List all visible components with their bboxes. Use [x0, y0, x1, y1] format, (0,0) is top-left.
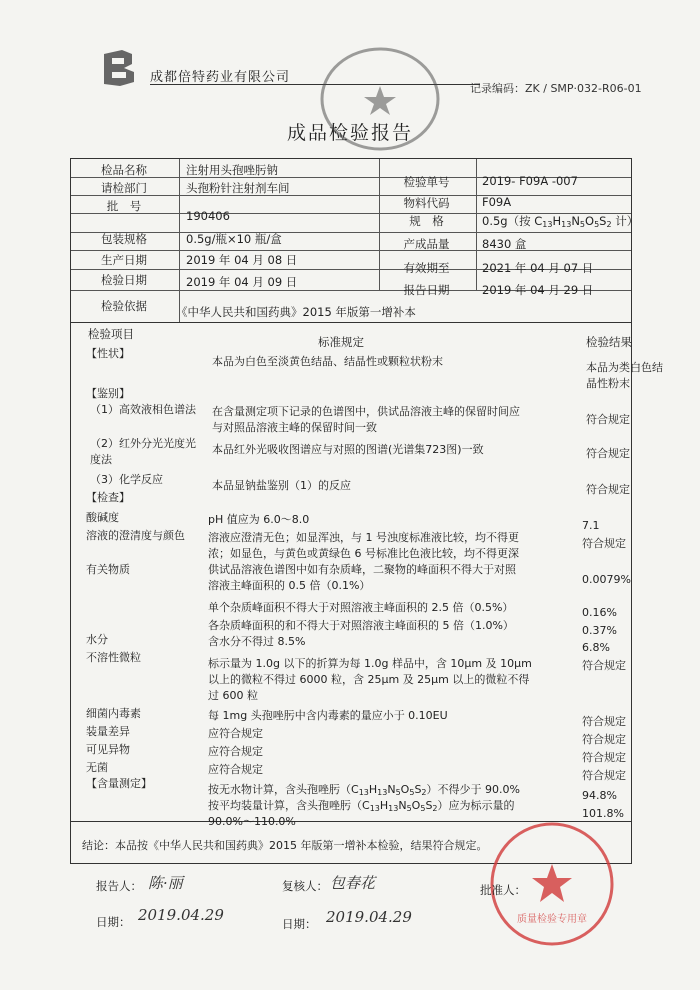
- reporter-date-label: 日期：: [96, 915, 131, 929]
- particles-standard-2: 以上的微粒不得过 6000 粒，含 25μm 及 25μm 以上的微粒不得: [208, 673, 530, 686]
- assay-standard-2: 按平均装量计算，含头孢唑肟$(C_{13}H_{13}N_5O_5S_2)$应为标示量的: [208, 799, 515, 813]
- total-impurity-standard: 各杂质峰面积的和不得大于对照溶液主峰面积的 5 倍（1.0%）: [208, 619, 514, 632]
- hplc-standard-2: 与对照品溶液主峰的保留时间一致: [212, 421, 377, 434]
- document-title: 成品检验报告: [286, 122, 413, 144]
- endotoxin-item: 细菌内毒素: [86, 707, 141, 720]
- visible-particles-standard: 应符合规定: [208, 745, 263, 758]
- water-result: 6.8%: [582, 641, 610, 654]
- ph-standard: pH 值应为 6.0～8.0: [208, 513, 310, 526]
- particles-result: 符合规定: [582, 659, 626, 672]
- basis-label: 检验依据: [101, 299, 147, 313]
- basis: 《中华人民共和国药典》2015 年版第一增补本: [176, 305, 416, 319]
- section-appearance: 【性状】: [86, 347, 130, 360]
- single-impurity-result: 0.16%: [582, 606, 617, 619]
- quality-seal-text: 质量检验专用章: [517, 914, 587, 925]
- particles-item: 不溶性微粒: [86, 651, 141, 664]
- appearance-result-2: 晶性粉末: [586, 377, 630, 390]
- appearance-standard: 本品为白色至淡黄色结晶、结晶性或颗粒状粉末: [212, 355, 443, 368]
- ir-item-2: 度法: [90, 453, 112, 466]
- test-date-label: 检验日期: [101, 273, 147, 287]
- reporter-date: 2019.04.29: [138, 906, 224, 924]
- hplc-result: 符合规定: [586, 413, 630, 426]
- package-spec-label: 包装规格: [101, 232, 147, 246]
- production-date-label: 生产日期: [101, 253, 147, 267]
- endotoxin-standard: 每 1mg 头孢唑肟中含内毒素的量应小于 0.10EU: [208, 709, 448, 722]
- appearance-result-1: 本品为类白色结: [586, 361, 663, 374]
- expiry-date: 2021 年 04 月 07 日: [482, 261, 594, 275]
- clarity-standard-1: 溶液应澄清无色；如显浑浊，与 1 号浊度标准液比较，均不得更: [208, 531, 519, 544]
- ph-result: 7.1: [582, 519, 600, 532]
- impurities-item: 有关物质: [86, 563, 130, 576]
- clarity-standard-2: 浓；如显色，与黄色或黄绿色 6 号标准比色液比较，均不得更深: [208, 547, 519, 560]
- hplc-item: （1）高效液相色谱法: [90, 403, 196, 416]
- quantity-label: 产成品量: [403, 237, 450, 251]
- single-impurity-standard: 单个杂质峰面积不得大于对照溶液主峰面积的 2.5 倍（0.5%）: [208, 601, 514, 614]
- company-name: 成都倍特药业有限公司: [150, 70, 291, 85]
- material-code: F09A: [482, 195, 512, 209]
- reviewer-label: 复核人：: [282, 879, 328, 893]
- conclusion: 结论：本品按《中华人民共和国药典》2015 年版第一增补本检验，结果符合规定。: [82, 839, 488, 852]
- section-tests: 【检查】: [86, 491, 130, 504]
- assay-result-1: 94.8%: [582, 789, 617, 802]
- report-number-label: 检验单号: [403, 175, 450, 189]
- particles-standard-1: 标示量为 1.0g 以下的折算为每 1.0g 样品中，含 10μm 及 10μm: [208, 657, 532, 670]
- fill-variation-standard: 应符合规定: [208, 727, 263, 740]
- visible-particles-result: 符合规定: [582, 751, 626, 764]
- company-seal-top: [318, 44, 442, 154]
- product-name: 注射用头孢唑肟钠: [186, 163, 278, 177]
- test-date: 2019 年 04 月 09 日: [186, 275, 298, 289]
- expiry-label: 有效期至: [403, 261, 450, 275]
- batch-label: 批 号: [106, 199, 142, 213]
- department-label: 请检部门: [101, 181, 147, 195]
- reviewer-date: 2019.04.29: [326, 908, 412, 926]
- production-date: 2019 年 04 月 08 日: [186, 253, 298, 267]
- particles-standard-3: 过 600 粒: [208, 689, 258, 702]
- assay-standard-1: 按无水物计算，含头孢唑肟$(C_{13}H_{13}N_5O_5S_2)$不得少于 90.0%: [208, 783, 520, 797]
- section-assay: 【含量测定】: [86, 777, 152, 790]
- endotoxin-result: 符合规定: [582, 715, 626, 728]
- sterility-standard: 应符合规定: [208, 763, 263, 776]
- assay-standard-3: 90.0%～110.0%: [208, 815, 296, 828]
- chemical-result: 符合规定: [586, 483, 630, 496]
- spec-value: 0.5g（按 $C_{13}H_{13}N_5O_5S_2$ 计）: [482, 214, 639, 229]
- impurities-result: 0.0079%: [582, 573, 631, 586]
- reporter-label: 报告人：: [96, 879, 142, 893]
- visible-particles-item: 可见异物: [86, 743, 130, 756]
- fill-variation-result: 符合规定: [582, 733, 626, 746]
- ph-item: 酸碱度: [86, 511, 119, 524]
- impurities-standard-1: 供试品溶液色谱图中如有杂质峰，二聚物的峰面积不得大于对照: [208, 563, 516, 576]
- ir-result: 符合规定: [586, 447, 630, 460]
- company-logo: [102, 48, 140, 88]
- section-identification: 【鉴别】: [86, 387, 130, 400]
- reporter-signature: 陈·丽: [148, 874, 183, 892]
- sterility-result: 符合规定: [582, 769, 626, 782]
- water-item: 水分: [86, 633, 108, 646]
- report-number: 2019- F09A -007: [482, 174, 578, 188]
- product-name-label: 检品名称: [101, 163, 147, 177]
- chemical-standard: 本品显钠盐鉴别（1）的反应: [212, 479, 351, 492]
- reviewer-signature: 包春花: [330, 874, 376, 892]
- ir-item-1: （2）红外分光光度光: [90, 437, 196, 450]
- hplc-standard-1: 在含量测定项下记录的色谱图中，供试品溶液主峰的保留时间应: [212, 405, 520, 418]
- column-item: 检验项目: [88, 327, 134, 341]
- report-date-label: 报告日期: [403, 283, 450, 297]
- spec-label: 规 格: [409, 214, 444, 228]
- approver-label: 批准人：: [480, 883, 526, 897]
- reviewer-date-label: 日期：: [282, 917, 317, 931]
- record-number: 记录编码：ZK / SMP·032-R06-01: [470, 82, 642, 95]
- package-spec: 0.5g/瓶×10 瓶/盒: [186, 232, 282, 246]
- impurities-standard-2: 溶液主峰面积的 0.5 倍（0.1%）: [208, 579, 371, 592]
- department: 头孢粉针注射剂车间: [186, 181, 290, 195]
- chemical-item: （3）化学反应: [90, 473, 163, 486]
- ir-standard: 本品红外光吸收图谱应与对照的图谱(光谱集723图)一致: [212, 443, 484, 456]
- total-impurity-result: 0.37%: [582, 624, 617, 637]
- batch-number: 190406: [186, 209, 230, 223]
- water-standard: 含水分不得过 8.5%: [208, 635, 306, 648]
- clarity-item: 溶液的澄清度与颜色: [86, 529, 185, 542]
- clarity-result: 符合规定: [582, 537, 626, 550]
- material-code-label: 物料代码: [403, 196, 450, 210]
- column-result: 检验结果: [586, 335, 632, 349]
- quantity: 8430 盒: [482, 237, 527, 251]
- report-date: 2019 年 04 月 29 日: [482, 283, 594, 297]
- sterility-item: 无菌: [86, 761, 108, 774]
- column-standard: 标准规定: [318, 335, 364, 349]
- fill-variation-item: 装量差异: [86, 725, 130, 738]
- assay-result-2: 101.8%: [582, 807, 624, 820]
